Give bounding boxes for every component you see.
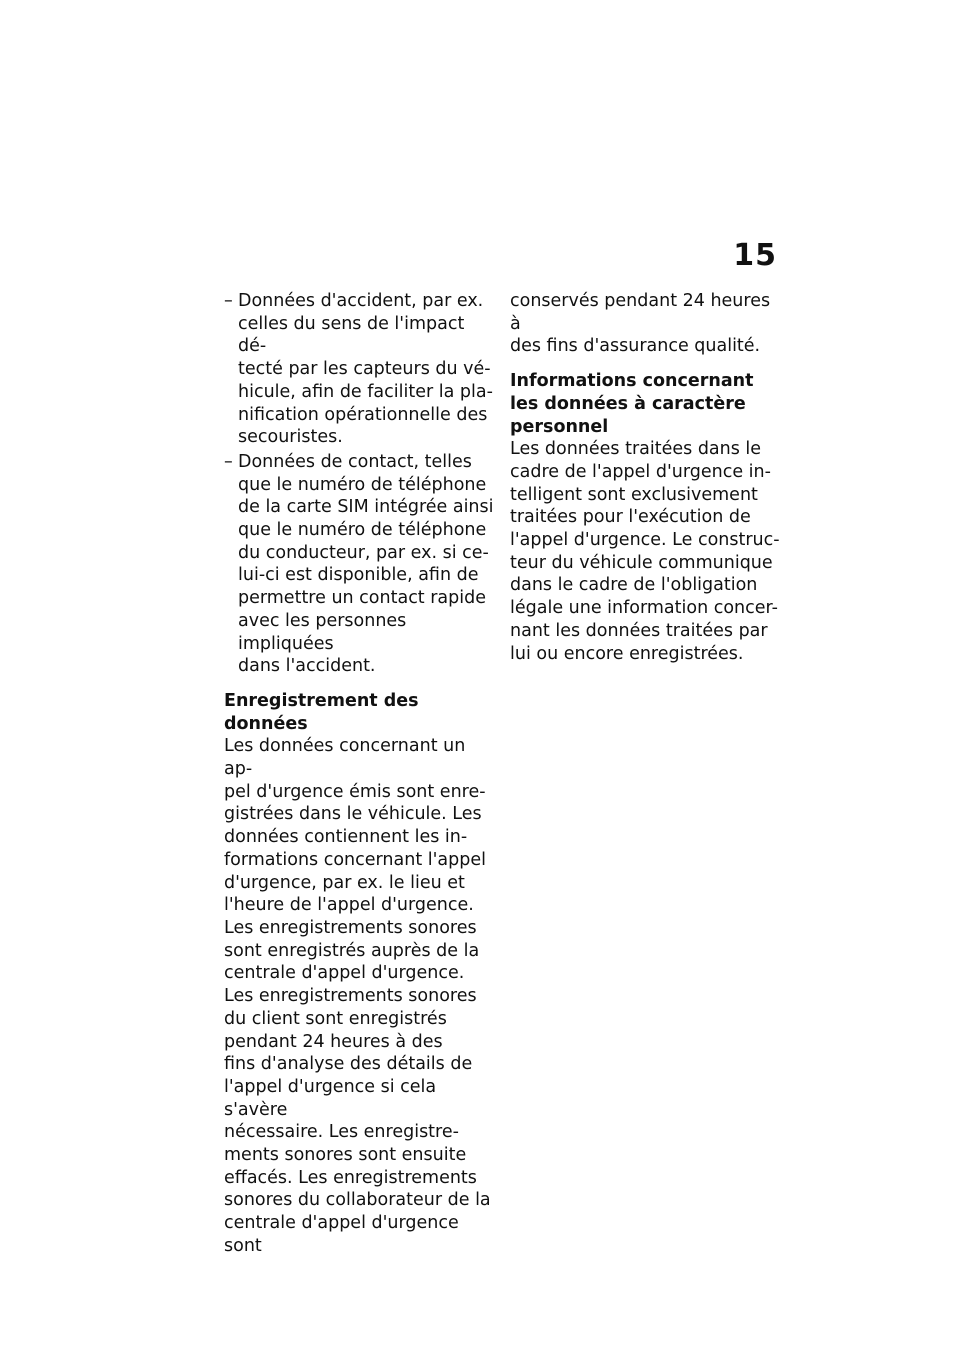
text-line: nification opérationnelle des [238, 404, 488, 425]
text-line: l'appel d'urgence. Le construc- [510, 530, 780, 551]
text-line: ments sonores sont ensuite [224, 1145, 467, 1166]
text-line: que le numéro de téléphone [238, 520, 487, 541]
text-line: données contiennent les in- [224, 827, 468, 848]
section-paragraph-recording [224, 735, 494, 1257]
heading-line: les données à caractère [510, 393, 746, 414]
text-line: dans le cadre de l'obligation [510, 575, 758, 596]
text-line: celles du sens de l'impact dé- [238, 313, 465, 357]
text-line: avec les personnes impliquées [238, 610, 407, 654]
text-line: Les enregistrements sonores [224, 986, 477, 1007]
heading-line: Informations concernant [510, 371, 754, 392]
text-line: l'appel d'urgence si cela s'avère [224, 1076, 437, 1120]
bullet-text [238, 451, 494, 678]
text-line: conservés pendant 24 heures à [510, 291, 771, 334]
text-line: sonores du collaborateur de la [224, 1190, 491, 1211]
text-line: tecté par les capteurs du vé- [238, 359, 491, 380]
text-line: Les données concernant un ap- [224, 736, 466, 780]
text-line: dans l'accident. [238, 656, 376, 677]
bullet-item-contact-data [224, 451, 494, 678]
text-line: sont enregistrés auprès de la [224, 940, 480, 961]
text-line: secouristes. [238, 427, 343, 448]
text-line: pel d'urgence émis sont enre- [224, 781, 486, 802]
text-line: effacés. Les enregistrements [224, 1167, 477, 1188]
text-line: du conducteur, par ex. si ce- [238, 542, 489, 563]
text-line: cadre de l'appel d'urgence in- [510, 461, 771, 482]
right-column [510, 290, 780, 665]
section-paragraph-personal-data [510, 438, 780, 665]
text-line: gistrées dans le véhicule. Les [224, 804, 482, 825]
section-heading-recording: Enregistrement des données [224, 690, 419, 734]
bullet-text [238, 290, 494, 449]
heading-line: personnel [510, 416, 609, 437]
text-line: Les données traitées dans le [510, 439, 762, 460]
text-line: nécessaire. Les enregistre- [224, 1122, 459, 1143]
text-line: centrale d'appel d'urgence. [224, 963, 465, 984]
text-line: pendant 24 heures à des [224, 1031, 443, 1052]
text-line: Les enregistrements sonores [224, 917, 477, 938]
text-line: telligent sont exclusivement [510, 484, 758, 505]
continued-paragraph [510, 290, 780, 358]
left-column [224, 290, 494, 1258]
text-line: lui ou encore enregistrées. [510, 643, 744, 664]
text-line: des fins d'assurance qualité. [510, 336, 761, 357]
text-line: Données de contact, telles [238, 451, 472, 472]
bullet-dash: – [224, 451, 233, 472]
text-line: formations concernant l'appel [224, 849, 486, 870]
text-line: permettre un contact rapide [238, 588, 486, 609]
text-line: Données d'accident, par ex. [238, 291, 484, 311]
section-heading-personal-data [510, 370, 780, 438]
text-line: du client sont enregistrés [224, 1008, 447, 1029]
text-line: traitées pour l'exécution de [510, 507, 751, 528]
bullet-item-accident-data [224, 290, 494, 449]
text-line: teur du véhicule communique [510, 552, 773, 573]
text-line: lui-ci est disponible, afin de [238, 565, 479, 586]
text-line: légale une information concer- [510, 598, 778, 619]
page-number: 15 [733, 238, 777, 273]
text-line: d'urgence, par ex. le lieu et [224, 872, 465, 893]
text-line: l'heure de l'appel d'urgence. [224, 895, 474, 916]
text-line: nant les données traitées par [510, 620, 768, 641]
text-line: fins d'analyse des détails de [224, 1054, 473, 1075]
text-line: centrale d'appel d'urgence sont [224, 1213, 459, 1256]
text-line: que le numéro de téléphone [238, 474, 487, 495]
bullet-dash: – [224, 291, 233, 311]
text-line: de la carte SIM intégrée ainsi [238, 497, 494, 518]
text-line: hicule, afin de faciliter la pla- [238, 381, 493, 402]
